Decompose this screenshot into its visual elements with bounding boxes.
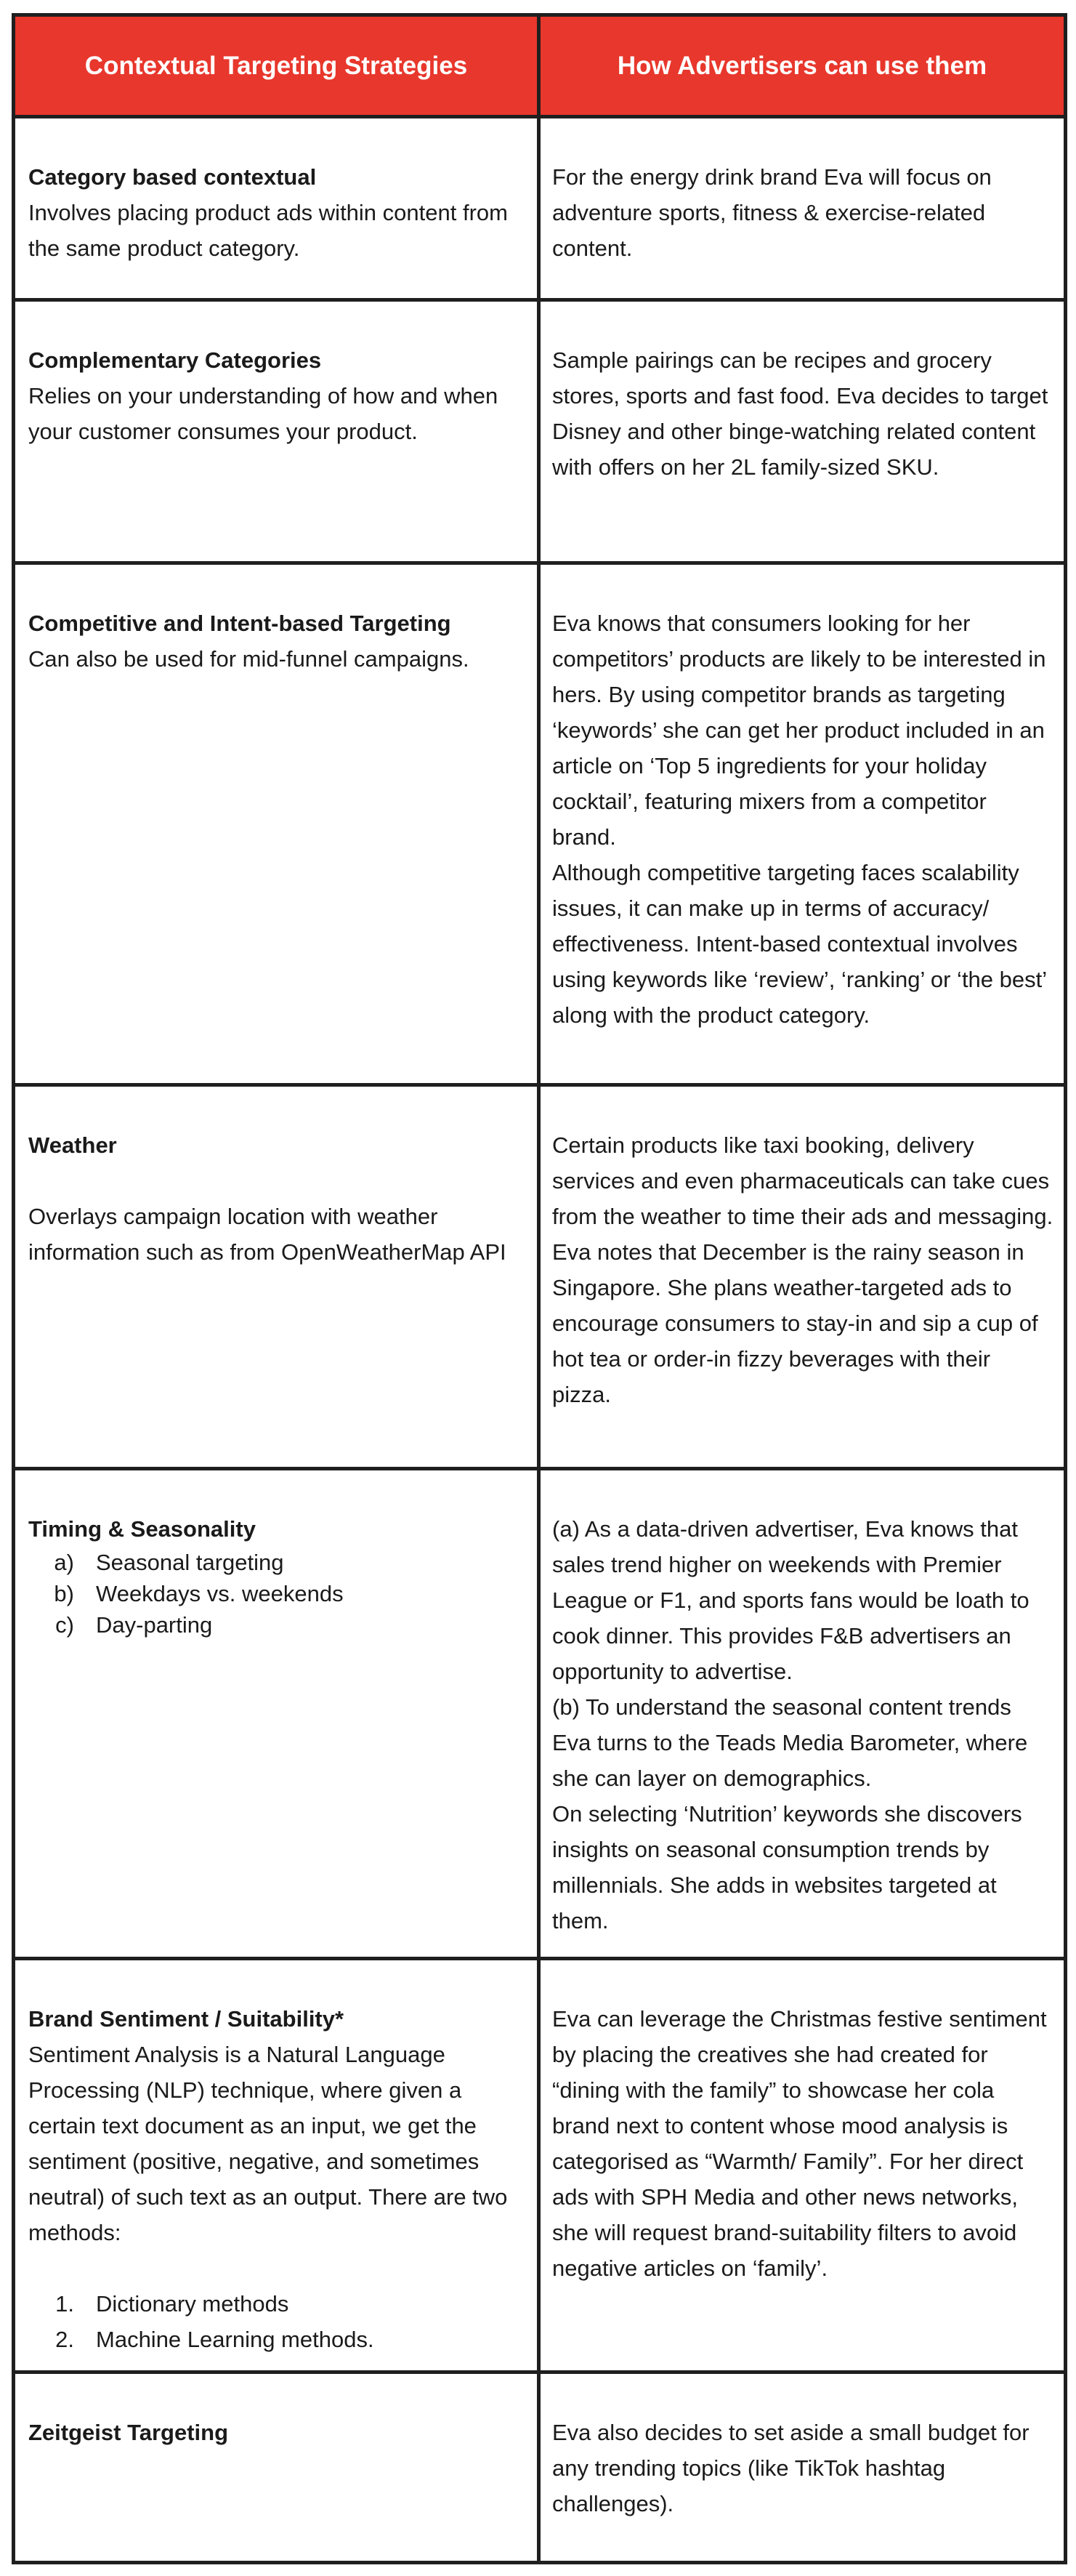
spacer	[28, 2250, 524, 2286]
list-item	[28, 2286, 524, 2322]
timing-sublist	[28, 1547, 524, 1641]
usage-text: (b) To understand the seasonal content trends Eva turns to the Teads Media Barometer, where she can layer on demographics.	[552, 1694, 1028, 1791]
methods-list	[28, 2286, 524, 2357]
strategy-description: Relies on your understanding of how and when your customer consumes your product.	[28, 383, 498, 444]
list-item-text: Dictionary methods	[96, 2291, 289, 2317]
usage-text: Eva knows that consumers looking for her competitors’ products are likely to be interested in hers. By using competitor brands as targeting ‘keywords’ she can get her product included in an article on ‘Top 5 ingredients for your holiday cocktail’, featuring mixers from a competitor brand.	[552, 611, 1046, 850]
usage-text: Although competitive targeting faces scalability issues, it can make up in terms of accuracy/ effectiveness. Intent-based contextual involves using keywords like ‘review’, ‘ranking’ or ‘the best’ along with the product category.	[552, 860, 1046, 1028]
usage-text: On selecting ‘Nutrition’ keywords she discovers insights on seasonal consumption trends by millennials. She adds in websites targeted at them.	[552, 1801, 1022, 1933]
list-marker: b)	[54, 1581, 74, 1606]
strategy-name: Zeitgeist Targeting	[28, 2420, 229, 2445]
strategy-description: Overlays campaign location with weather information such as from OpenWeatherMap API	[28, 1204, 506, 1265]
usage-text: Sample pairings can be recipes and grocery stores, sports and fast food. Eva decides to target Disney and other binge-watching related content with offers on her 2L family-sized SKU.	[552, 347, 1048, 480]
strategy-description: Sentiment Analysis is a Natural Language Processing (NLP) technique, where given a certain text document as an input, we get the sentiment (positive, negative, and sometimes neutral) of such text as an output. There are two methods:	[28, 2042, 508, 2245]
list-item-text: Seasonal targeting	[96, 1550, 284, 1575]
list-item	[28, 1547, 524, 1578]
list-item	[28, 1609, 524, 1641]
strategy-name: Competitive and Intent-based Targeting	[28, 611, 451, 636]
table-row	[14, 1085, 1066, 1469]
strategy-description: Involves placing product ads within content from the same product category.	[28, 200, 508, 261]
usage-cell	[539, 1959, 1066, 2372]
spacer	[28, 1163, 524, 1199]
strategy-cell	[14, 563, 539, 1085]
usage-cell	[539, 300, 1066, 563]
strategy-cell	[14, 300, 539, 563]
table-row	[14, 563, 1066, 1085]
list-item	[28, 2322, 524, 2357]
usage-cell	[539, 563, 1066, 1085]
usage-text: Eva notes that December is the rainy season in Singapore. She plans weather-targeted ads to encourage consumers to stay-in and sip a cup of hot tea or order-in fizzy beverages with their pizza.	[552, 1239, 1038, 1407]
table-row	[14, 1469, 1066, 1959]
list-item	[28, 1578, 524, 1609]
strategy-cell	[14, 1469, 539, 1959]
list-item-text: Weekdays vs. weekends	[96, 1581, 344, 1606]
usage-text: For the energy drink brand Eva will focus on adventure sports, fitness & exercise-related content.	[552, 164, 992, 261]
strategy-name: Weather	[28, 1132, 117, 1158]
usage-text: Eva also decides to set aside a small budget for any trending topics (like TikTok hashtag challenges).	[552, 2420, 1030, 2516]
strategy-name: Timing & Seasonality	[28, 1516, 256, 1542]
usage-cell	[539, 1085, 1066, 1469]
table-row	[14, 1959, 1066, 2372]
strategies-table	[12, 13, 1067, 2564]
strategy-name: Category based contextual	[28, 164, 317, 190]
table-row	[14, 2372, 1066, 2563]
list-marker: c)	[55, 1612, 74, 1638]
list-marker: 2.	[55, 2327, 74, 2352]
usage-text: Eva can leverage the Christmas festive sentiment by placing the creatives she had created for “dining with the family” to showcase her cola brand next to content whose mood analysis is categorised as “Warmth/ Family”. For her direct ads with SPH Media and other news networks, she will request brand-suitability filters to avoid negative articles on ‘family’.	[552, 2006, 1047, 2281]
table-header-row	[14, 15, 1066, 117]
header-strategies: Contextual Targeting Strategies	[14, 15, 539, 117]
strategy-cell	[14, 1959, 539, 2372]
strategy-name: Brand Sentiment / Suitability*	[28, 2006, 344, 2032]
usage-cell	[539, 117, 1066, 300]
usage-cell	[539, 2372, 1066, 2563]
table-row	[14, 300, 1066, 563]
usage-text: Certain products like taxi booking, delivery services and even pharmaceuticals can take cues from the weather to time their ads and messaging.	[552, 1132, 1053, 1229]
table-row	[14, 117, 1066, 300]
strategy-name: Complementary Categories	[28, 347, 322, 373]
strategy-cell	[14, 1085, 539, 1469]
list-marker: 1.	[55, 2291, 74, 2317]
usage-text: (a) As a data-driven advertiser, Eva knows that sales trend higher on weekends with Premier League or F1, and sports fans would be loath to cook dinner. This provides F&B advertisers an opportunity to advertise.	[552, 1516, 1030, 1684]
usage-cell	[539, 1469, 1066, 1959]
header-usage: How Advertisers can use them	[539, 15, 1066, 117]
list-marker: a)	[54, 1550, 74, 1575]
strategy-cell	[14, 2372, 539, 2563]
list-item-text: Day-parting	[96, 1612, 213, 1638]
strategy-description: Can also be used for mid-funnel campaigns.	[28, 646, 469, 672]
list-item-text: Machine Learning methods.	[96, 2327, 374, 2352]
strategy-cell	[14, 117, 539, 300]
